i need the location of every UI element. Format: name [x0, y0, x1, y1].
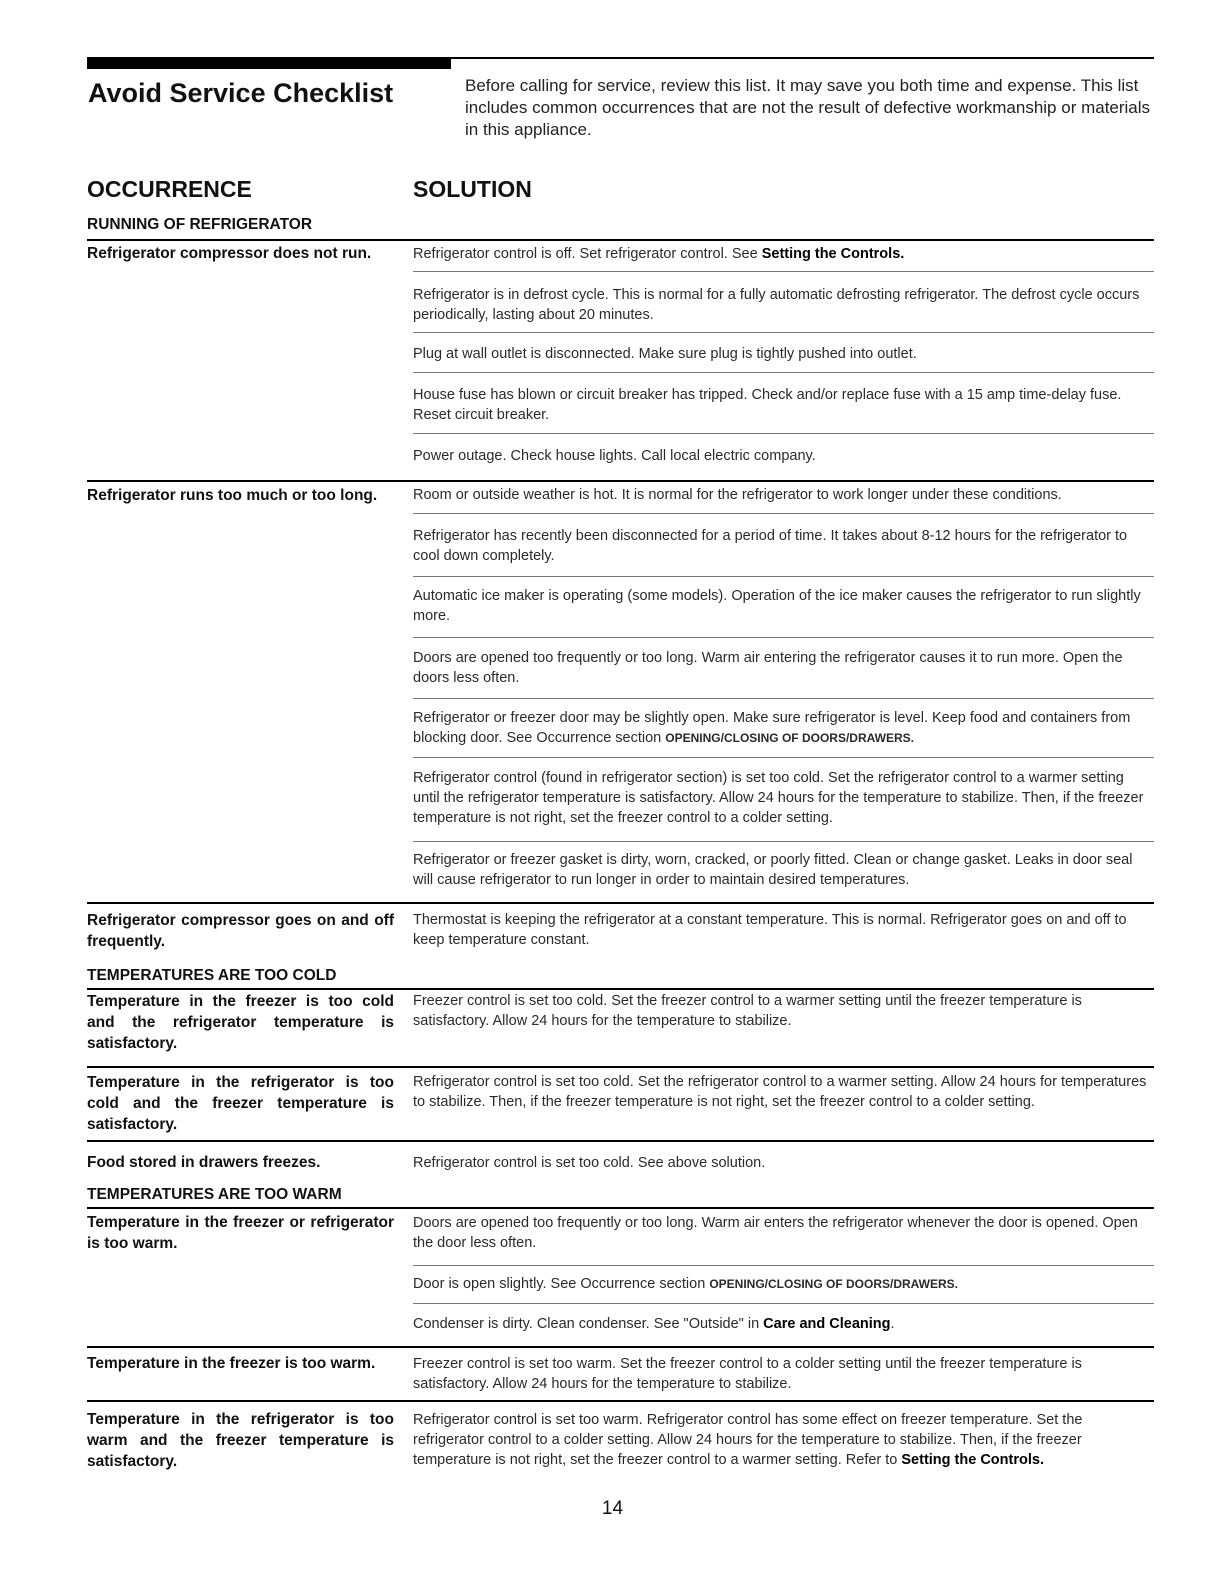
occurrence-compressor-on-off: Refrigerator compressor goes on and off frequently.	[87, 912, 394, 950]
solution-divider	[413, 637, 1154, 638]
solution-door-open-slightly	[413, 1274, 1154, 1294]
row-divider	[87, 480, 1154, 482]
occurrence-fridge-too-cold: Temperature in the refrigerator is too cold and the freezer temperature is satisfactory.	[87, 1074, 394, 1133]
solution-freezer-control-cold: Freezer control is set too cold. Set the freezer control to a warmer setting until the freezer temperature is satisfactory. Allow 24 hours for the temperature to stabilize.	[413, 993, 1082, 1029]
row-divider	[87, 902, 1154, 904]
section-heading-too-cold: TEMPERATURES ARE TOO COLD	[87, 967, 337, 984]
solution-see-above: Refrigerator control is set too cold. See above solution.	[413, 1155, 766, 1171]
solution-fridge-control-warm	[413, 1410, 1154, 1470]
page-number: 14	[601, 1498, 624, 1519]
row-divider	[87, 1066, 1154, 1068]
solution-freezer-control-warm: Freezer control is set too warm. Set the freezer control to a colder setting until the freezer temperature is satisfactory. Allow 24 hours for the temperature to stabilize.	[413, 1356, 1082, 1392]
row-divider	[87, 1346, 1154, 1348]
page-title: Avoid Service Checklist	[88, 78, 394, 108]
solution-plug-disconnected: Plug at wall outlet is disconnected. Make sure plug is tightly pushed into outlet.	[413, 346, 917, 362]
solution-weather-hot: Room or outside weather is hot. It is normal for the refrigerator to work longer under these conditions.	[413, 487, 1062, 503]
solution-divider	[413, 576, 1154, 577]
solution-gasket: Refrigerator or freezer gasket is dirty, worn, cracked, or poorly fitted. Clean or change gasket. Leaks in door seal will cause refrigerator to run longer in order to maintain desired temperatures.	[413, 852, 1133, 888]
occurrence-column-heading: OCCURRENCE	[87, 176, 252, 202]
occurrence-too-warm: Temperature in the freezer or refrigerator is too warm.	[87, 1214, 394, 1252]
solution-fuse-blown: House fuse has blown or circuit breaker has tripped. Check and/or replace fuse with a 15 amp time-delay fuse. Reset circuit breaker.	[413, 387, 1122, 423]
doors-drawers-reference: OPENING/CLOSING OF DOORS/DRAWERS.	[665, 731, 914, 745]
solution-text-end: .	[890, 1316, 895, 1332]
solution-divider	[413, 698, 1154, 699]
solution-divider	[413, 1303, 1154, 1304]
solution-condenser-dirty	[413, 1314, 1154, 1334]
occurrence-drawers-freeze: Food stored in drawers freezes.	[87, 1154, 321, 1171]
solution-divider	[413, 841, 1154, 842]
occurrence-freezer-too-cold: Temperature in the freezer is too cold and the refrigerator temperature is satisfactory.	[87, 993, 394, 1052]
solution-control-off	[413, 244, 1154, 264]
section-heading-running: RUNNING OF REFRIGERATOR	[87, 216, 313, 233]
solution-text: Condenser is dirty. Clean condenser. See "Outside" in	[413, 1316, 764, 1332]
intro-text: Before calling for service, review this list. It may save you both time and expense. This list includes common occurrences that are not the result of defective workmanship or materials in this appliance.	[465, 76, 1151, 139]
header-bar	[87, 57, 451, 69]
solution-text: Refrigerator control is off. Set refrigerator control. See	[413, 246, 762, 262]
solution-divider	[413, 271, 1154, 272]
header-rule	[451, 57, 1154, 59]
solution-divider	[413, 332, 1154, 333]
occurrence-compressor-not-run: Refrigerator compressor does not run.	[87, 245, 372, 262]
solution-ice-maker: Automatic ice maker is operating (some models). Operation of the ice maker causes the refrigerator to run slightly more.	[413, 588, 1141, 624]
row-divider	[87, 1207, 1154, 1209]
solution-doors-opened-warm: Doors are opened too frequently or too long. Warm air enters the refrigerator whenever the door is opened. Open the door less often.	[413, 1215, 1138, 1251]
solution-recently-disconnected: Refrigerator has recently been disconnected for a period of time. It takes about 8-12 hours for the refrigerator to cool down completely.	[413, 528, 1128, 564]
solution-thermostat: Thermostat is keeping the refrigerator at a constant temperature. This is normal. Refrigerator goes on and off to keep temperature constant.	[413, 912, 1127, 948]
solution-divider	[413, 433, 1154, 434]
solution-divider	[413, 513, 1154, 514]
setting-controls-reference: Setting the Controls.	[761, 246, 905, 262]
row-divider	[87, 1140, 1154, 1142]
solution-power-outage: Power outage. Check house lights. Call local electric company.	[413, 448, 816, 464]
solution-fridge-control-cold: Refrigerator control is set too cold. Set the refrigerator control to a warmer setting. Allow 24 hours for temperatures to stabilize. Then, if the freezer temperature is not right, set the freezer control to a colder setting.	[413, 1074, 1147, 1110]
section-heading-too-warm: TEMPERATURES ARE TOO WARM	[87, 1186, 342, 1203]
solution-door-slightly-open	[413, 708, 1154, 748]
occurrence-runs-too-much: Refrigerator runs too much or too long.	[87, 487, 378, 504]
solution-control-too-cold: Refrigerator control (found in refrigerator section) is set too cold. Set the refrigerator control to a warmer setting until the refrigerator temperature is satisfactory. Allow 24 hours for the temperature to stabilize. Then, if the freezer temperature is not right, set the freezer control to a colder setting.	[413, 770, 1144, 826]
solution-divider	[413, 372, 1154, 373]
row-divider	[87, 1400, 1154, 1402]
row-divider	[87, 239, 1154, 241]
solution-text: Refrigerator or freezer door may be slightly open. Make sure refrigerator is level. Keep food and containers from blocking door. See Occurrence section	[413, 710, 1131, 746]
solution-column-heading: SOLUTION	[413, 176, 532, 202]
doors-drawers-reference: OPENING/CLOSING OF DOORS/DRAWERS.	[709, 1277, 959, 1291]
setting-controls-reference: Setting the Controls.	[901, 1452, 1044, 1468]
solution-doors-opened: Doors are opened too frequently or too long. Warm air entering the refrigerator causes it to run more. Open the doors less often.	[413, 650, 1123, 686]
solution-text: Door is open slightly. See Occurrence section	[413, 1276, 710, 1292]
occurrence-fridge-too-warm: Temperature in the refrigerator is too warm and the freezer temperature is satisfactory.	[87, 1411, 394, 1470]
row-divider	[87, 988, 1154, 990]
solution-text: Refrigerator control is set too warm. Refrigerator control has some effect on freezer temperature. Set the refrigerator control to a colder setting. Allow 24 hours for the temperature to stabilize. Then, if the freezer temperature is not right, set the freezer control to a warmer setting. Refer to	[413, 1412, 1083, 1468]
solution-divider	[413, 1265, 1154, 1266]
care-cleaning-reference: Care and Cleaning	[763, 1316, 891, 1332]
solution-divider	[413, 757, 1154, 758]
occurrence-freezer-too-warm: Temperature in the freezer is too warm.	[87, 1355, 376, 1372]
solution-defrost-cycle: Refrigerator is in defrost cycle. This is normal for a fully automatic defrosting refrigerator. The defrost cycle occurs periodically, lasting about 20 minutes.	[413, 287, 1140, 323]
